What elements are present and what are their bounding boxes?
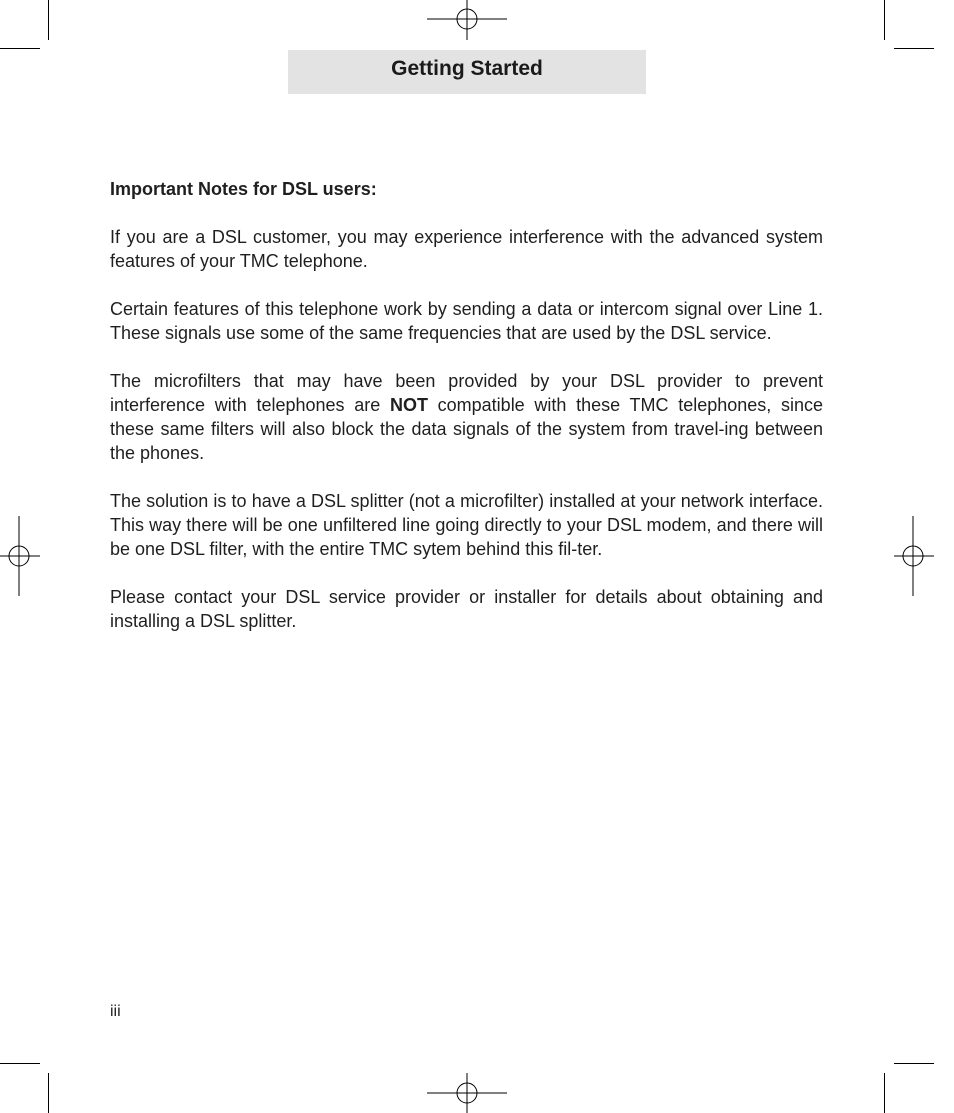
paragraph-microfilters [110, 369, 823, 465]
registration-mark-icon [0, 516, 40, 596]
registration-mark-icon [427, 0, 507, 40]
crop-mark [0, 48, 40, 49]
page-title: Getting Started [391, 57, 543, 80]
registration-mark-icon [894, 516, 934, 596]
section-heading: Important Notes for DSL users: [110, 179, 377, 199]
crop-mark [894, 1063, 934, 1064]
crop-mark [894, 48, 934, 49]
crop-mark [884, 1073, 885, 1113]
crop-mark [884, 0, 885, 40]
paragraph-line-signals: Certain features of this telephone work by sending a data or intercom signal over Line 1. These signals use some of the same frequencies that are used by the DSL service. [110, 299, 823, 343]
crop-mark [48, 0, 49, 40]
body-text [110, 177, 823, 657]
paragraph-contact-provider: Please contact your DSL service provider or installer for details about obtaining and installing a DSL splitter. [110, 587, 823, 631]
registration-mark-icon [427, 1073, 507, 1113]
section-header [288, 50, 646, 94]
crop-mark [0, 1063, 40, 1064]
crop-mark [48, 1073, 49, 1113]
text-span: The microfilters that may have been provided by your DSL provider to prevent interference with telephones are [110, 371, 823, 415]
page-number: iii [110, 1003, 121, 1020]
text-span: compatible with these TMC telephones, since these same filters will also block the data signals of the system from travel-ing between the phones. [110, 395, 823, 463]
emphasis-not: NOT [389, 395, 428, 415]
paragraph-splitter-solution: The solution is to have a DSL splitter (not a microfilter) installed at your network interface. This way there will be one unfiltered line going directly to your DSL modem, and there will be one DSL filter, with the entire TMC sytem behind this fil-ter. [110, 491, 823, 559]
paragraph-dsl-interference: If you are a DSL customer, you may experience interference with the advanced system features of your TMC telephone. [110, 227, 823, 271]
